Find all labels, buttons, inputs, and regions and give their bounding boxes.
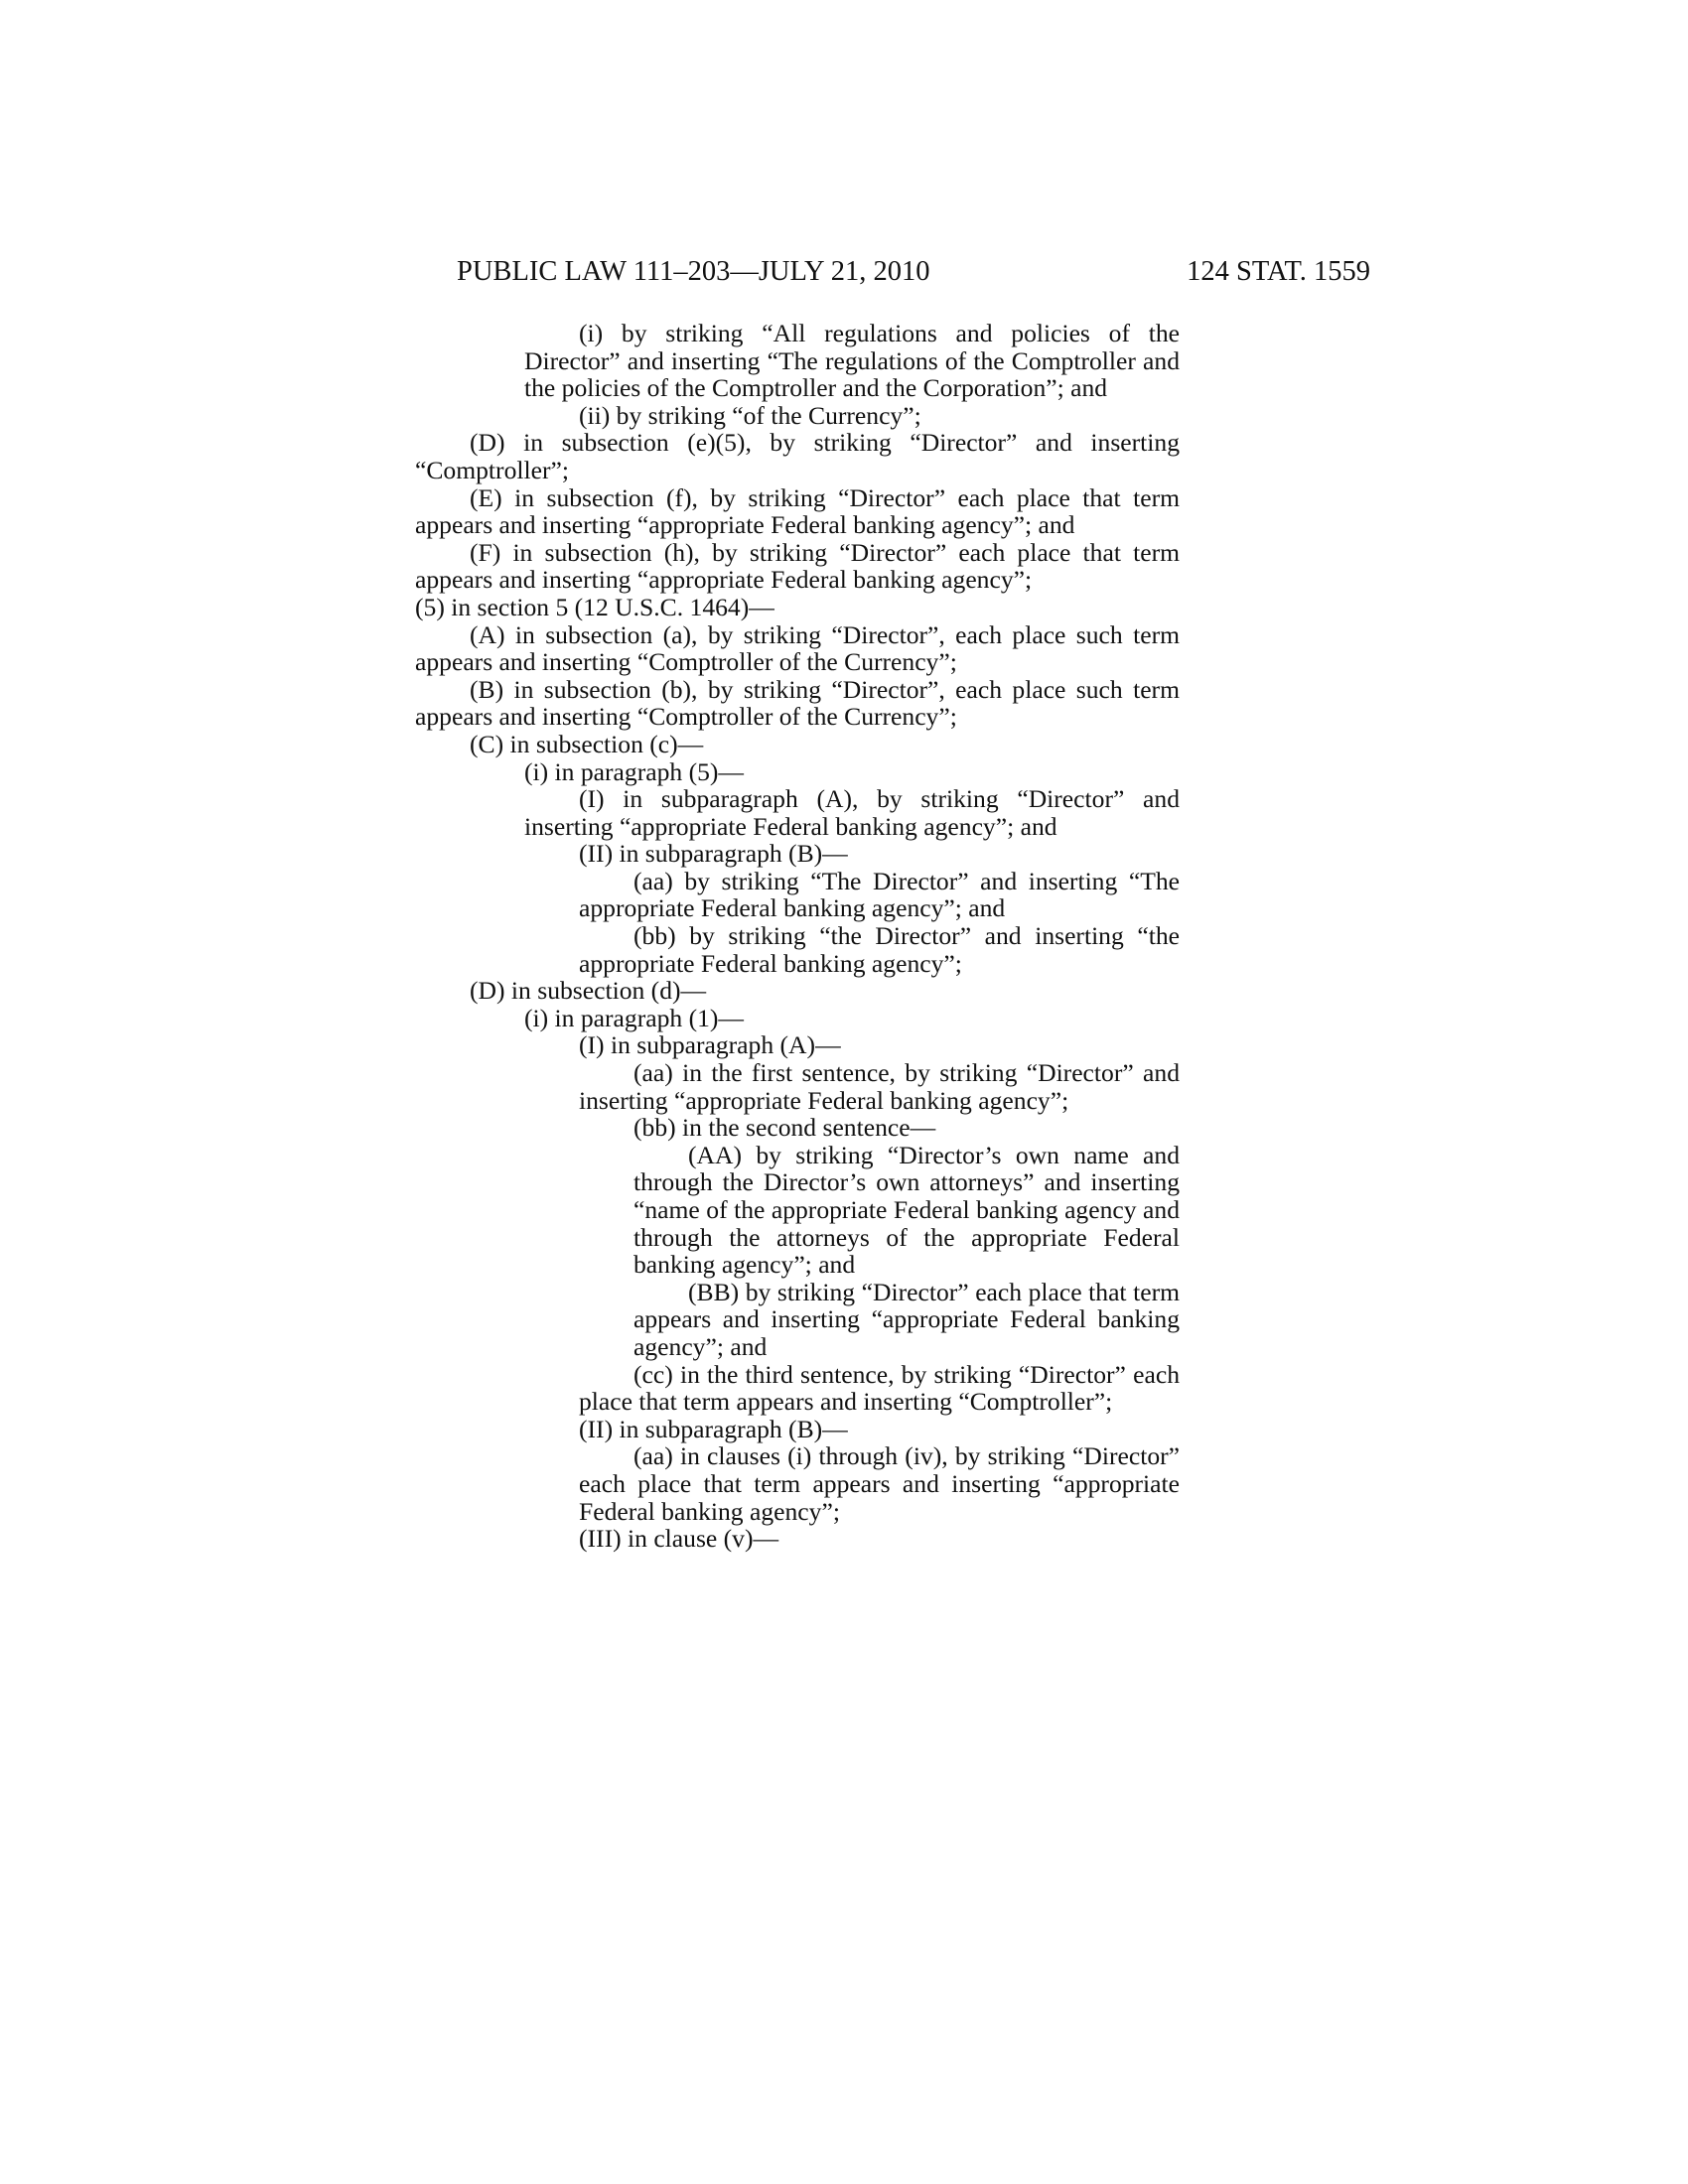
subparagraph-d-subsection-d: (D) in subsection (d)— [470,976,707,1006]
paragraph-5-section-5: (5) in section 5 (12 U.S.C. 1464)— [415,592,774,621]
subclause-III-clause-v: (III) in clause (v)— [579,1524,779,1554]
statute-page-number: 124 STAT. 1559 [1187,256,1370,287]
item-aa-first-sentence: (aa) in the first sentence, by striking “Director” and inserting “appropriate Federal banking agency”; [579,1058,1180,1115]
subparagraph-b-subsection-b: (B) in subsection (b), by striking “Director”, each place such term appears and inserting “Comptroller of the Currency”; [415,674,1180,732]
subclause-II-subparagraph-b-2: (II) in subparagraph (B)— [579,1414,848,1443]
item-aa-clauses-i-iv: (aa) in clauses (i) through (iv), by striking “Director” each place that term appears and inserting “appropriate Federal banking agency”; [579,1441,1180,1526]
subparagraph-d-subsection-e5: (D) in subsection (e)(5), by striking “Director” and inserting “Comptroller”; [415,428,1180,484]
subitem-AA-own-name: (AA) by striking “Director’s own name and through the Director’s own attorneys” and inserting “name of the appropriate Federal banking agency and through the attorneys of the appropriate Federal banking agency”; and [633,1140,1180,1280]
clause-i-paragraph-5: (i) in paragraph (5)— [524,756,745,786]
clause-ii-striking-currency: (ii) by striking “of the Currency”; [579,400,921,430]
item-cc-third-sentence: (cc) in the third sentence, by striking “Director” each place that term appears and inserting “Comptroller”; [579,1359,1180,1417]
subparagraph-c-subsection-c: (C) in subsection (c)— [470,729,704,758]
clause-i-paragraph-1: (i) in paragraph (1)— [524,1003,745,1032]
item-aa-the-director: (aa) by striking “The Director” and inserting “The appropriate Federal banking agency”; and [579,866,1180,923]
subclause-I-subparagraph-a: (I) in subparagraph (A), by striking “Director” and inserting “appropriate Federal banking agency”; and [524,784,1180,841]
item-bb-second-sentence: (bb) in the second sentence— [633,1113,936,1143]
statute-body [415,320,1180,1553]
subitem-BB-each-place: (BB) by striking “Director” each place that term appears and inserting “appropriate Federal banking agency”; and [633,1277,1180,1361]
clause-i-striking-regulations: (i) by striking “All regulations and policies of the Director” and inserting “The regulations of the Comptroller and the policies of the Comptroller and the Corporation”; and [524,319,1180,403]
subclause-I-subparagraph-a-2: (I) in subparagraph (A)— [579,1030,841,1060]
running-head [457,252,1370,292]
public-law-citation: PUBLIC LAW 111–203—JULY 21, 2010 [457,256,930,287]
subparagraph-e-subsection-f: (E) in subsection (f), by striking “Director” each place that term appears and inserting “appropriate Federal banking agency”; and [415,482,1180,540]
item-bb-the-director: (bb) by striking “the Director” and inserting “the appropriate Federal banking agency”; [579,921,1180,978]
subparagraph-a-subsection-a: (A) in subsection (a), by striking “Director”, each place such term appears and inserting “Comptroller of the Currency”; [415,619,1180,677]
subparagraph-f-subsection-h: (F) in subsection (h), by striking “Director” each place that term appears and inserting “appropriate Federal banking agency”; [415,537,1180,595]
subclause-II-subparagraph-b: (II) in subparagraph (B)— [579,839,848,869]
